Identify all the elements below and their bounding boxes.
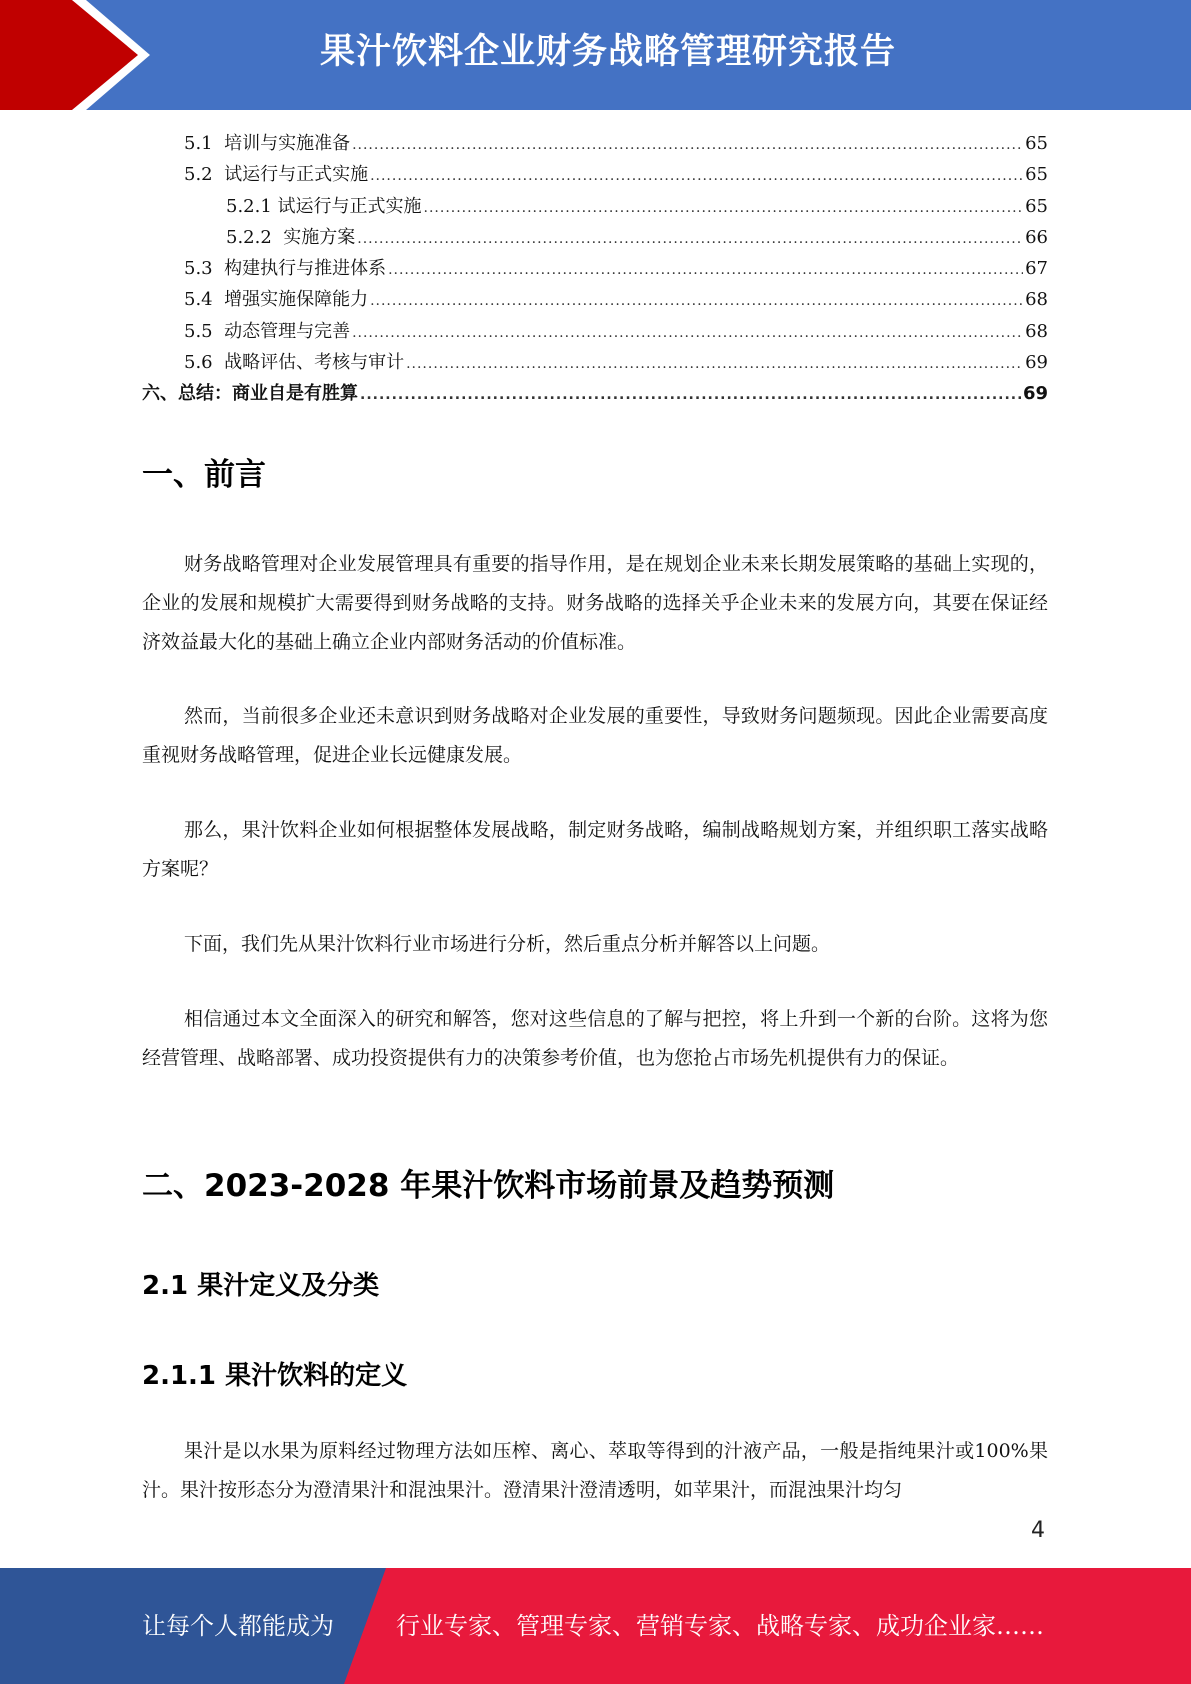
paragraph: 果汁是以水果为原料经过物理方法如压榨、离心、萃取等得到的汁液产品，一般是指纯果汁或100%果汁。果汁按形态分为澄清果汁和混浊果汁。澄清果汁澄清透明，如苹果汁，而混浊果汁均匀: [142, 1440, 1048, 1501]
paragraph: 那么，果汁饮料企业如何根据整体发展战略，制定财务战略，编制战略规划方案，并组织职工落实战略方案呢？: [142, 819, 1048, 880]
page-number: 4: [1031, 1518, 1045, 1543]
toc-entry-page: 65: [1025, 195, 1048, 217]
subsection-heading: 2.1 果汁定义及分类: [142, 1271, 380, 1301]
paragraph: 相信通过本文全面深入的研究和解答，您对这些信息的了解与把控，将上升到一个新的台阶。这将为您经营管理、战略部署、成功投资提供有力的决策参考价值，也为您抢占市场先机提供有力的保证。: [142, 1008, 1048, 1069]
toc-dot-leader: [352, 130, 1023, 161]
toc-dot-leader: [388, 255, 1023, 286]
toc-dot-leader: [352, 318, 1023, 349]
toc-entry[interactable]: [142, 191, 1048, 222]
toc-entry-label: 5.2.2 实施方案: [226, 226, 356, 248]
paragraph: 然而，当前很多企业还未意识到财务战略对企业发展的重要性，导致财务问题频现。因此企业需要高度重视财务战略管理，促进企业长远健康发展。: [142, 705, 1048, 766]
toc-dot-leader: [370, 161, 1023, 192]
paragraph: 下面，我们先从果汁饮料行业市场进行分析，然后重点分析并解答以上问题。: [184, 933, 831, 955]
toc-entry-page: 68: [1025, 320, 1048, 342]
report-title: 果汁饮料企业财务战略管理研究报告: [319, 32, 896, 72]
section-heading-market: 二、2023-2028 年果汁饮料市场前景及趋势预测: [142, 1168, 835, 1204]
toc-entry[interactable]: [142, 128, 1048, 159]
toc-entry-label: 5.2.1 试运行与正式实施: [226, 195, 422, 217]
footer-slogan-right: 行业专家、管理专家、营销专家、战略专家、成功企业家……: [396, 1612, 1044, 1640]
table-of-contents: [142, 128, 1048, 410]
toc-dot-leader: [406, 349, 1023, 380]
toc-entry[interactable]: [142, 253, 1048, 284]
toc-entry[interactable]: [142, 222, 1048, 253]
subsubsection-heading: 2.1.1 果汁饮料的定义: [142, 1361, 408, 1391]
toc-entry[interactable]: [142, 378, 1048, 409]
toc-dot-leader: [424, 193, 1024, 224]
page-footer: [0, 1568, 1191, 1684]
toc-dot-leader: [357, 224, 1023, 255]
paragraph: 财务战略管理对企业发展管理具有重要的指导作用，是在规划企业未来长期发展策略的基础上实现的，企业的发展和规模扩大需要得到财务战略的支持。财务战略的选择关乎企业未来的发展方向，其要在保证经济效益最大化的基础上确立企业内部财务活动的价值标准。: [142, 553, 1048, 653]
toc-entry[interactable]: [142, 347, 1048, 378]
toc-entry-label: 5.3 构建执行与推进体系: [184, 258, 387, 280]
toc-entry-label: 5.2 试运行与正式实施: [184, 164, 369, 186]
toc-entry-label: 5.1 培训与实施准备: [184, 133, 351, 154]
toc-entry-page: 65: [1025, 133, 1048, 154]
toc-entry[interactable]: [142, 159, 1048, 190]
toc-entry[interactable]: [142, 284, 1048, 315]
toc-entry-page: 65: [1025, 164, 1048, 186]
toc-dot-leader: [370, 286, 1023, 317]
toc-entry-label: 5.5 动态管理与完善: [184, 320, 351, 342]
toc-entry-page: 67: [1025, 258, 1048, 280]
toc-dot-leader: [360, 380, 1021, 411]
toc-entry-page: 69: [1025, 352, 1048, 374]
toc-entry-label: 5.6 战略评估、考核与审计: [184, 352, 405, 374]
toc-entry-label: 六、总结：商业自是有胜算: [142, 383, 358, 405]
section-heading-preface: 一、前言: [142, 457, 266, 493]
toc-entry-page: 69: [1022, 383, 1048, 405]
toc-entry-page: 68: [1025, 289, 1048, 311]
toc-entry-label: 5.4 增强实施保障能力: [184, 289, 369, 311]
footer-slogan-left: 让每个人都能成为: [142, 1612, 334, 1640]
toc-entry[interactable]: [142, 316, 1048, 347]
toc-entry-page: 66: [1025, 226, 1048, 248]
page-header: [0, 0, 1191, 110]
